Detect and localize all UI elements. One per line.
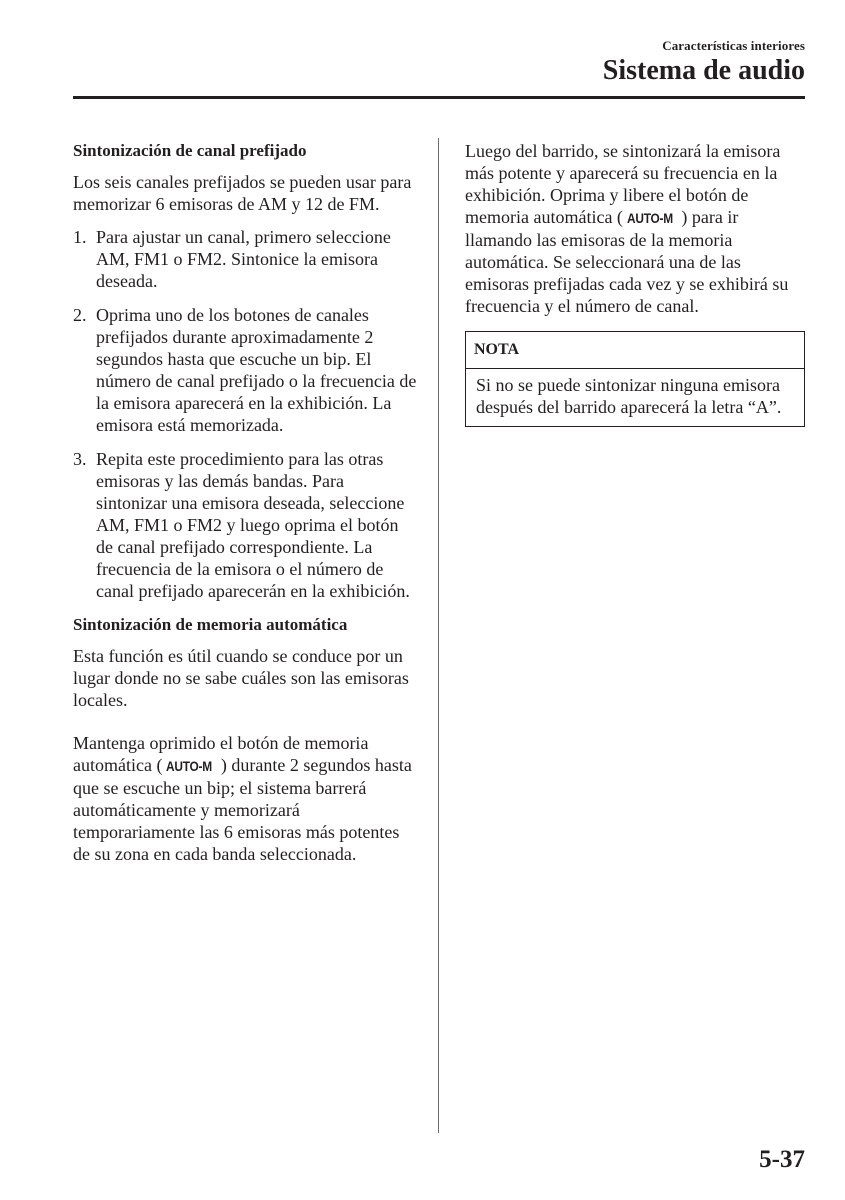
page-title: Sistema de audio [602,55,805,86]
auto-memory-paragraph-2 [73,732,418,865]
step-text: Repita este procedimiento para las otras emisoras y las demás bandas. Para sintonizar una emisora deseada, seleccione AM, FM1 o FM2 y luego oprima el botón de canal prefijado correspondiente. La frecuencia de la emisora o el número de canal prefijado aparecerán en la exhibición. [96,449,410,601]
heading-preset-tuning: Sintonización de canal prefijado [73,141,307,160]
scan-paragraph [465,140,805,317]
text-segment: ) durante 2 segundos hasta que se escuche un bip; el sistema barrerá automáticamente y memorizará temporariamente las 6 emisoras más potentes de su zona en cada banda seleccionada. [73,755,412,864]
left-column [73,140,418,876]
step-text: Para ajustar un canal, primero seleccione AM, FM1 o FM2. Sintonice la emisora deseada. [96,227,391,291]
steps-list [73,226,418,602]
step-1 [73,226,418,292]
section-label: Características interiores [662,38,805,53]
auto-memory-paragraph-1: Esta función es útil cuando se conduce por un lugar donde no se sabe cuáles son las emisoras locales. [73,646,409,710]
text-segment: Luego del barrido, se sintonizará la emisora más potente y aparecerá su frecuencia en la exhibición. Oprima y libere el botón de memoria automática ( [465,141,781,227]
right-column [465,140,805,427]
step-text: Oprima uno de los botones de canales prefijados durante aproximadamente 2 segundos hasta que escuche un bip. El número de canal prefijado o la frecuencia de la emisora aparecerá en la exhibición. La emisora está memorizada. [96,305,417,435]
step-3 [73,448,418,602]
note-box [465,331,805,427]
note-label: NOTA [466,332,804,369]
page-number: 5-37 [759,1146,805,1173]
text-segment: Mantenga oprimido el botón de memoria automática ( [73,733,369,775]
header-rule [73,96,805,99]
column-divider [438,138,439,1133]
step-number: 1. [73,227,87,247]
auto-m-button-label: AUTO-M [626,210,673,226]
step-number: 2. [73,305,87,325]
note-text: Si no se puede sintonizar ninguna emisora después del barrido aparecerá la letra “A”. [476,375,782,417]
text-segment: ) para ir llamando las emisoras de la memoria automática. Se seleccionará una de las emisoras prefijadas cada vez y se exhibirá su frecuencia y el número de canal. [465,207,789,316]
heading-auto-memory: Sintonización de memoria automática [73,615,348,634]
intro-paragraph: Los seis canales prefijados se pueden usar para memorizar 6 emisoras de AM y 12 de FM. [73,172,412,214]
auto-m-button-label: AUTO-M [166,758,213,774]
step-2 [73,304,418,436]
step-number: 3. [73,449,87,469]
